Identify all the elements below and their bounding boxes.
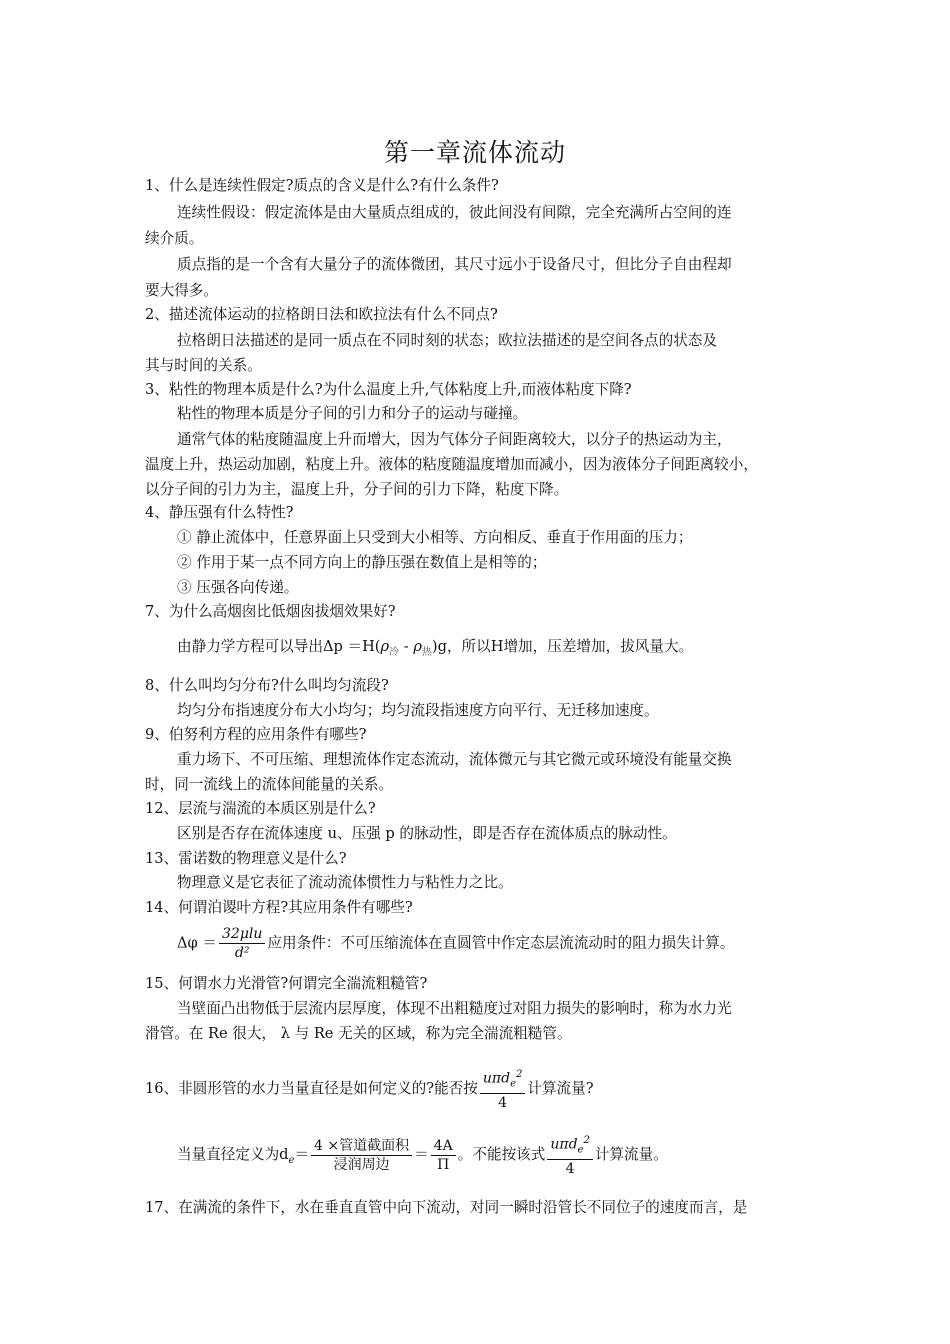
- answer-3-line-3: 温度上升，热运动加剧，粘度上升。液体的粘度随温度增加而减小，因为液体分子间距离较小，: [145, 456, 758, 473]
- question-3: 3、粘性的物理本质是什么?为什么温度上升,气体粘度上升,而液体粘度下降?: [145, 381, 632, 398]
- question-2: 2、描述流体运动的拉格朗日法和欧拉法有什么不同点?: [145, 306, 498, 323]
- question-1: 1、什么是连续性假定?质点的含义是什么?有什么条件?: [145, 177, 499, 194]
- rho-symbol-2: ρ: [413, 638, 422, 655]
- answer-1-line-3: 质点指的是一个含有大量分子的流体微团，其尺寸远小于设备尺寸，但比分子自由程却: [177, 256, 732, 273]
- poiseuille-fraction: [219, 925, 265, 962]
- answer-16-equals: ＝: [294, 1146, 310, 1164]
- question-16-suffix: 计算流量?: [527, 1080, 594, 1098]
- perimeter-denominator: Π: [437, 1156, 450, 1173]
- answer-9-line-2: 时，同一流线上的流体间能量的关系。: [145, 776, 394, 793]
- answer-16: [177, 1132, 668, 1183]
- flow-formula-fraction: [480, 1066, 525, 1112]
- question-16-prefix: 16、非圆形管的水力当量直径是如何定义的?能否按: [145, 1080, 478, 1098]
- answer-16-suffix: 计算流量。: [594, 1146, 668, 1164]
- answer-16-middle: 。不能按该式: [457, 1146, 546, 1164]
- answer-3-line-2: 通常气体的粘度随温度上升而增大，因为气体分子间距离较大，以分子的热运动为主，: [177, 431, 732, 448]
- rho-hot-subscript: 热: [421, 646, 432, 658]
- question-9: 9、伯努利方程的应用条件有哪些?: [145, 726, 367, 743]
- answer-7-suffix: ，所以H增加，压差增加，拔风量大。: [446, 638, 694, 655]
- answer-12: 区别是否存在流体速度 u、压强 p 的脉动性，即是否存在流体质点的脉动性。: [177, 825, 677, 842]
- question-8: 8、什么叫均匀分布?什么叫均匀流段?: [145, 677, 389, 694]
- answer-16-prefix: 当量直径定义为: [177, 1146, 280, 1164]
- area-numerator: 4A: [431, 1137, 456, 1156]
- answer-7: [177, 637, 693, 663]
- formula-minus: -: [399, 638, 414, 655]
- answer-4-line-3: ③ 压强各向传递。: [177, 579, 299, 596]
- area-perimeter-fraction: [431, 1137, 456, 1174]
- rho-cold-subscript: 冷: [389, 646, 400, 658]
- rho-symbol: ρ: [380, 638, 390, 655]
- answer-15-line-1: 当壁面凸出物低于层流内层厚度，体现不出粗糙度过对阻力损失的影响时，称为水力光: [177, 1000, 732, 1017]
- answer-2-line-1: 拉格朗日法描述的是同一质点在不同时刻的状态；欧拉法描述的是空间各点的状态及: [177, 332, 717, 349]
- question-7: 7、为什么高烟囱比低烟囱拔烟效果好?: [145, 603, 396, 620]
- flow-formula-numerator-2: uπd$_e^2$: [547, 1132, 592, 1160]
- equivalent-diameter-symbol: $d_e$: [279, 1146, 295, 1167]
- de-letter: d: [279, 1146, 289, 1164]
- poiseuille-numerator: 32μlu: [219, 925, 265, 944]
- answer-14-conditions: 应用条件：不可压缩流体在直圆管中作定态层流流动时的阻力损失计算。: [267, 934, 735, 952]
- flow-formula-numerator-2-text: uπd: [550, 1136, 578, 1153]
- flow-formula-denominator: 4: [498, 1095, 508, 1112]
- answer-3-line-1: 粘性的物理本质是分子间的引力和分子的运动与碰撞。: [177, 405, 528, 422]
- answer-2-line-2: 其与时间的关系。: [145, 357, 262, 374]
- poiseuille-lhs: Δφ ＝: [177, 934, 217, 952]
- formula-g: )g: [431, 638, 447, 655]
- poiseuille-denominator: d²: [234, 945, 250, 961]
- question-4: 4、静压强有什么特性?: [145, 504, 294, 521]
- answer-13: 物理意义是它表征了流动流体惯性力与粘性力之比。: [177, 874, 513, 891]
- answer-4-line-1: ① 静止流体中，任意界面上只受到大小相等、方向相反、垂直于作用面的压力；: [177, 529, 693, 546]
- answer-9-line-1: 重力场下、不可压缩、理想流体作定态流动，流体微元与其它微元或环境没有能量交换: [177, 751, 732, 768]
- answer-16-equals-2: ＝: [414, 1146, 429, 1164]
- flow-formula-numerator: uπd$_e^2$: [480, 1066, 525, 1094]
- answer-3-line-4: 以分子间的引力为主，温度上升，分子间的引力下降，粘度下降。: [145, 481, 569, 498]
- question-12: 12、层流与湍流的本质区别是什么?: [145, 800, 376, 817]
- answer-1-line-1: 连续性假设：假定流体是由大量质点组成的，彼此间没有间隙，完全充满所占空间的连: [177, 204, 732, 221]
- equivalent-diameter-numerator: 4 ×管道截面积: [311, 1137, 412, 1156]
- answer-15-line-2: 滑管。在 Re 很大， λ 与 Re 无关的区域，称为完全湍流粗糙管。: [145, 1025, 572, 1042]
- question-16: [145, 1066, 594, 1112]
- page-title: 第一章流体流动: [383, 138, 566, 167]
- equivalent-diameter-fraction: [311, 1137, 412, 1174]
- flow-formula-denominator-2: 4: [565, 1161, 575, 1178]
- question-13: 13、雷诺数的物理意义是什么?: [145, 850, 347, 867]
- answer-8: 均匀分布指速度分布大小均匀；均匀流段指速度方向平行、无迁移加速度。: [177, 702, 659, 719]
- answer-1-line-2: 续介质。: [145, 230, 204, 247]
- answer-14: [177, 925, 734, 962]
- question-15: 15、何谓水力光滑管?何谓完全湍流粗糙管?: [145, 975, 428, 992]
- question-17: 17、在满流的条件下，水在垂直直管中向下流动，对同一瞬时沿管长不同位子的速度而言，是: [145, 1199, 748, 1216]
- answer-7-formula: Δp ＝H(: [322, 638, 381, 655]
- answer-4-line-2: ② 作用于某一点不同方向上的静压强在数值上是相等的；: [177, 554, 547, 571]
- question-14: 14、何谓泊谡叶方程?其应用条件有哪些?: [145, 899, 413, 916]
- answer-7-prefix: 由静力学方程可以导出: [177, 638, 323, 655]
- answer-1-line-4: 要大得多。: [145, 282, 218, 299]
- equivalent-diameter-denominator: 浸润周边: [333, 1156, 390, 1173]
- flow-formula-numerator-text: uπd: [482, 1070, 511, 1087]
- flow-formula-fraction-2: [547, 1132, 592, 1178]
